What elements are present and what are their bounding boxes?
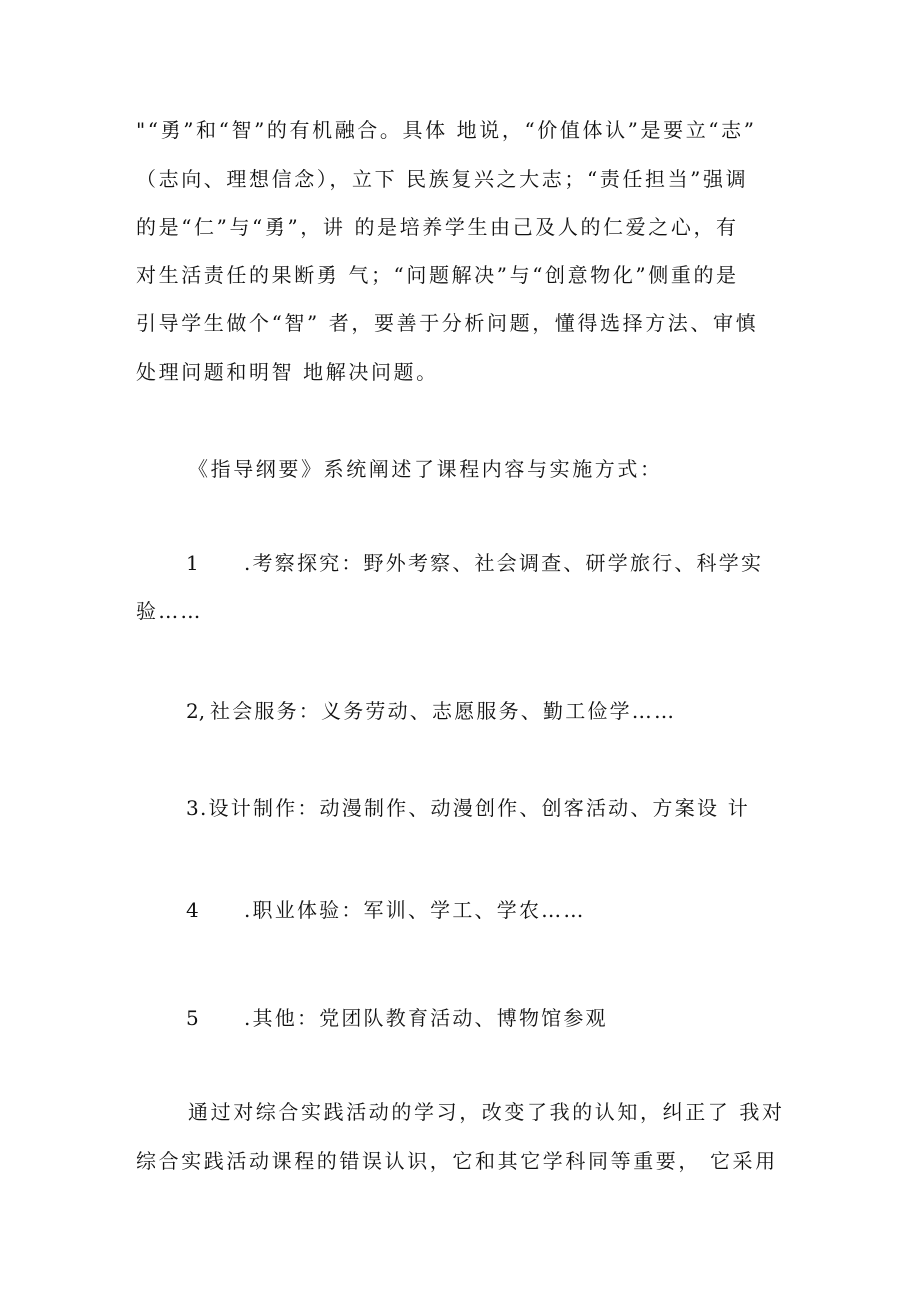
- list-item-number: 3: [186, 796, 199, 820]
- list-item-number: 4: [186, 898, 199, 922]
- paragraph-line: 综合实践活动课程的错误认识，它和其它学科同等重要， 它采用: [136, 1149, 778, 1173]
- paragraph-line: 处理问题和明智 地解决问题。: [136, 360, 439, 384]
- paragraph-line: 通过对综合实践活动的学习，改变了我的认知，纠正了 我对: [188, 1100, 785, 1124]
- paragraph-line: 的是“仁”与“勇”，讲 的是培养学生由己及人的仁爱之心，有: [136, 215, 739, 239]
- list-item-text: .职业体验：军训、学工、学农……: [244, 898, 586, 922]
- list-item-text: 社会服务：义务劳动、志愿服务、勤工俭学……: [210, 699, 677, 723]
- list-item-number: 1: [186, 551, 199, 575]
- list-item-number: 5: [186, 1006, 199, 1030]
- paragraph-line: 引导学生做个“智” 者，要善于分析问题，懂得选择方法、审慎: [136, 311, 759, 335]
- list-item-text: .考察探究：野外考察、社会调查、研学旅行、科学实: [244, 551, 764, 575]
- list-item-text: .设计制作：动漫制作、动漫创作、创客活动、方案设 计: [200, 796, 750, 820]
- paragraph-line: 对生活责任的果断勇 气；“问题解决”与“创意物化”侧重的是: [136, 263, 739, 287]
- paragraph-line: "“勇”和“智”的有机融合。具体 地说，“价值体认”是要立“志”: [136, 118, 757, 142]
- list-item-text: .其他：党团队教育活动、博物馆参观: [244, 1006, 608, 1030]
- list-item-number: 2,: [186, 699, 206, 723]
- list-item-continuation: 验……: [136, 599, 203, 623]
- intro-line: 《指导纲要》系统阐述了课程内容与实施方式：: [188, 457, 663, 481]
- paragraph-line: （志向、理想信念），立下 民族复兴之大志；“责任担当”强调: [136, 167, 749, 191]
